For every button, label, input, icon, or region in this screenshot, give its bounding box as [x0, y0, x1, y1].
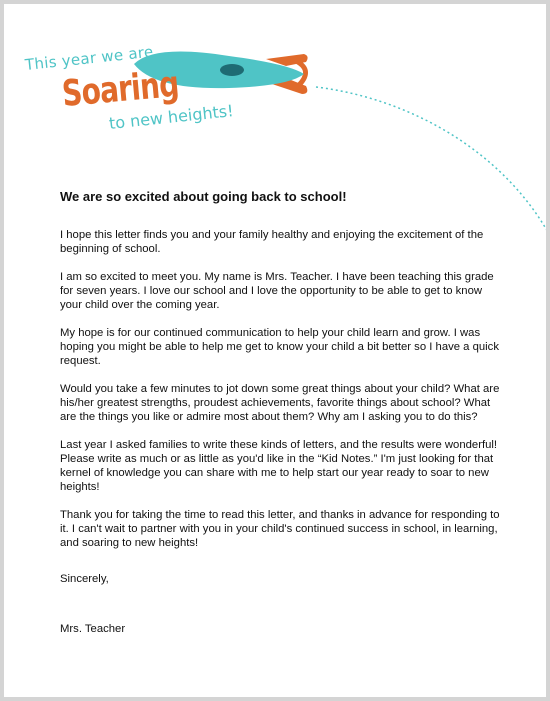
logo-title: Soaring [60, 63, 181, 115]
logo [4, 4, 264, 154]
letter-page [4, 4, 546, 697]
paragraph-request: Would you take a few minutes to jot down some great things about your child? What are his/her greatest strengths, proudest achievements, favorite things about school? What are the things you like or admire most about them? Why am I asking you to do this? [60, 383, 500, 423]
letter-signature: Mrs. Teacher [60, 623, 126, 635]
paragraph-last-year: Last year I asked families to write these kinds of letters, and the results were wonderful! Please write as much or as little as you'd like in the “Kid Notes.” I'm just looking for that kernel of knowledge you can share with me to help start our year ready to soar to new heights! [60, 439, 498, 493]
letter-closing: Sincerely, [60, 573, 109, 585]
paragraph-greeting: I hope this letter finds you and your family healthy and enjoying the excitement of the beginning of school. [60, 229, 484, 255]
paragraph-thanks: Thank you for taking the time to read this letter, and thanks in advance for responding to it. I can't wait to partner with you in your child's continued success in school, in learning, and soaring to new heights! [60, 509, 500, 549]
letter-heading: We are so excited about going back to school! [60, 189, 347, 204]
paragraph-introduction: I am so excited to meet you. My name is Mrs. Teacher. I have been teaching this grade for seven years. I love our school and I love the opportunity to be able to get to know your child over the coming year. [60, 271, 494, 311]
logo-tagline-bottom: to new heights! [108, 101, 235, 133]
letter-body [60, 190, 500, 636]
logo-tagline-top: This year we are [24, 42, 155, 74]
paragraph-hope: My hope is for our continued communication to help your child learn and grow. I was hoping you might be able to help me get to know your child a bit better so I have a quick request. [60, 327, 499, 367]
